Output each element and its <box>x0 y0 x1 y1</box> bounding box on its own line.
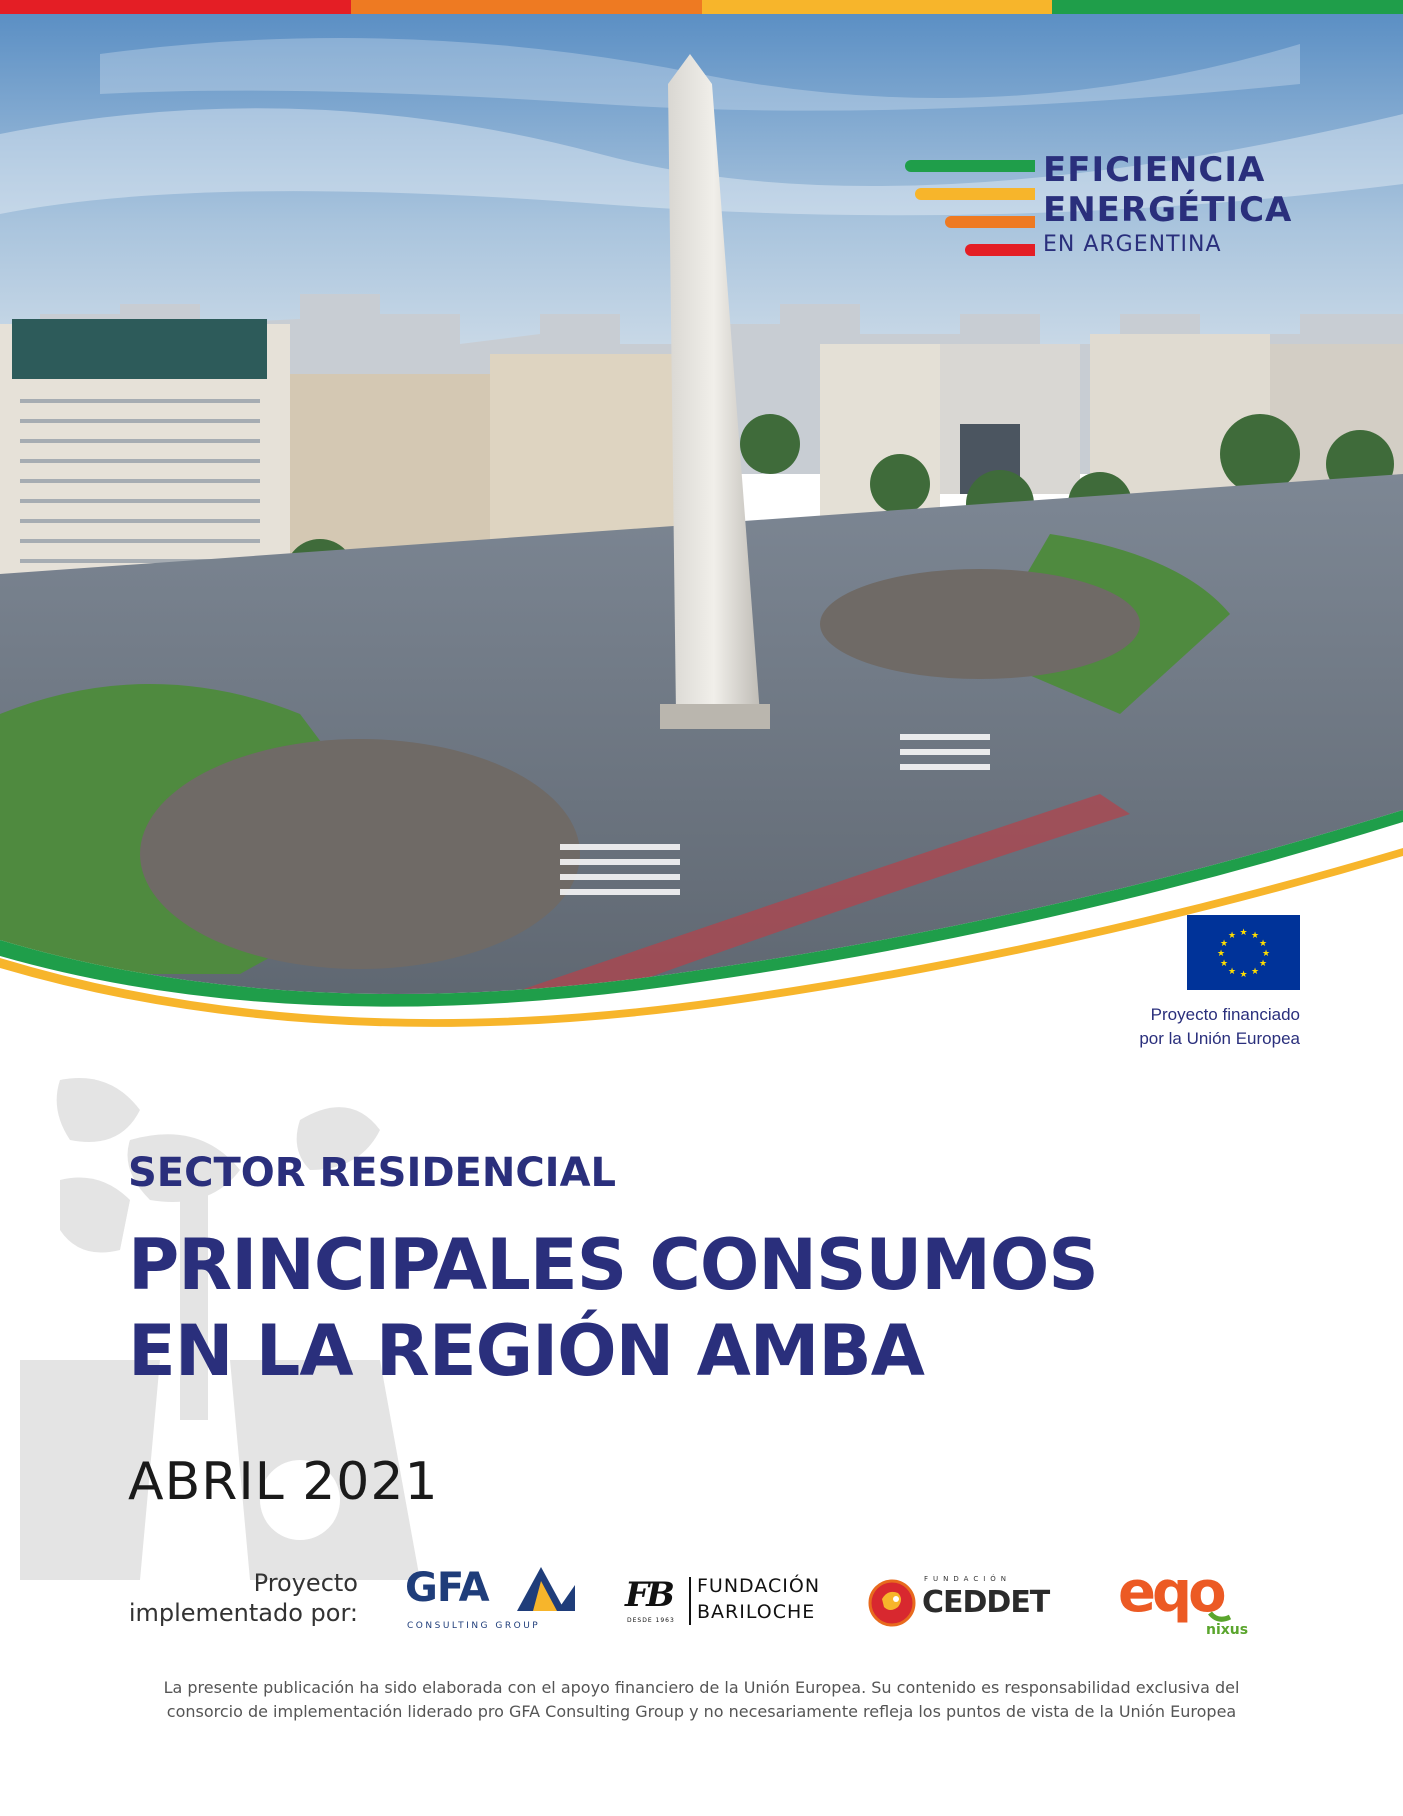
implementers-label-line-1: Proyecto <box>253 1569 358 1597</box>
gfa-logo-sub: CONSULTING GROUP <box>407 1621 541 1631</box>
svg-text:★: ★ <box>1227 967 1237 977</box>
fb-since: DESDE 1963 <box>627 1617 675 1624</box>
fb-name-line-2: BARILOCHE <box>697 1601 816 1623</box>
eqo-nixus-logo <box>1118 1565 1268 1645</box>
sector-heading: SECTOR RESIDENCIAL <box>128 1150 617 1196</box>
brand-bars-icon <box>895 160 1035 265</box>
svg-text:★: ★ <box>1239 928 1248 938</box>
ceddet-name: CEDDET <box>922 1585 1050 1620</box>
fb-mark: FB <box>625 1575 672 1615</box>
eqo-logo-icon <box>1118 1565 1268 1625</box>
disclaimer <box>60 1676 1343 1724</box>
svg-text:★: ★ <box>1261 949 1271 959</box>
fb-name-line-1: FUNDACIÓN <box>697 1575 821 1597</box>
svg-text:★: ★ <box>1219 959 1229 969</box>
svg-text:★: ★ <box>1219 939 1229 949</box>
svg-text:★: ★ <box>1216 949 1226 959</box>
gfa-logo-name: GFA <box>405 1565 489 1611</box>
fb-separator <box>689 1577 691 1625</box>
publication-date: ABRIL 2021 <box>128 1452 439 1512</box>
eu-flag-icon <box>1187 915 1300 990</box>
implementers-label-line-2: implementado por: <box>128 1599 358 1627</box>
brand-line-2: ENERGÉTICA <box>1043 190 1293 230</box>
svg-text:★: ★ <box>1239 970 1248 980</box>
svg-text:eqo: eqo <box>1118 1565 1223 1625</box>
ceddet-fund: FUNDACIÓN <box>924 1575 1012 1583</box>
svg-text:★: ★ <box>1258 939 1268 949</box>
brand-line-1: EFICIENCIA <box>1043 150 1266 190</box>
gfa-triangle-icon <box>517 1565 577 1615</box>
eu-line-2: por la Unión Europea <box>1139 1029 1300 1048</box>
brand-line-3: EN ARGENTINA <box>1043 232 1222 257</box>
main-title <box>128 1222 1098 1394</box>
gfa-logo <box>405 1565 575 1635</box>
svg-text:★: ★ <box>1227 931 1237 941</box>
main-title-line-1: PRINCIPALES CONSUMOS <box>128 1224 1098 1306</box>
fundacion-bariloche-logo <box>625 1575 825 1635</box>
svg-text:★: ★ <box>1258 959 1268 969</box>
implementers-label <box>118 1568 358 1628</box>
top-bar-red <box>0 0 351 14</box>
svg-text:★: ★ <box>1250 931 1260 941</box>
disclaimer-line-2: consorcio de implementación liderado pro GFA Consulting Group y no necesariamente refleja los puntos de vista de la Unión Europea <box>166 1702 1237 1721</box>
top-bar-yellow <box>702 0 1053 14</box>
eu-line-1: Proyecto financiado <box>1150 1005 1300 1024</box>
top-color-bar <box>0 0 1403 14</box>
brand-logo <box>895 150 1295 270</box>
nixus-label: nixus <box>1206 1622 1249 1638</box>
ceddet-globe-icon <box>868 1579 916 1627</box>
disclaimer-line-1: La presente publicación ha sido elaborada con el apoyo financiero de la Unión Europea. Su contenido es responsabilidad exclusiva del <box>163 1678 1240 1697</box>
top-bar-orange <box>351 0 702 14</box>
svg-text:★: ★ <box>1250 967 1260 977</box>
ceddet-logo <box>868 1573 1048 1633</box>
eu-funding-note <box>1139 1003 1300 1051</box>
main-title-line-2: EN LA REGIÓN AMBA <box>128 1310 924 1392</box>
top-bar-green <box>1052 0 1403 14</box>
